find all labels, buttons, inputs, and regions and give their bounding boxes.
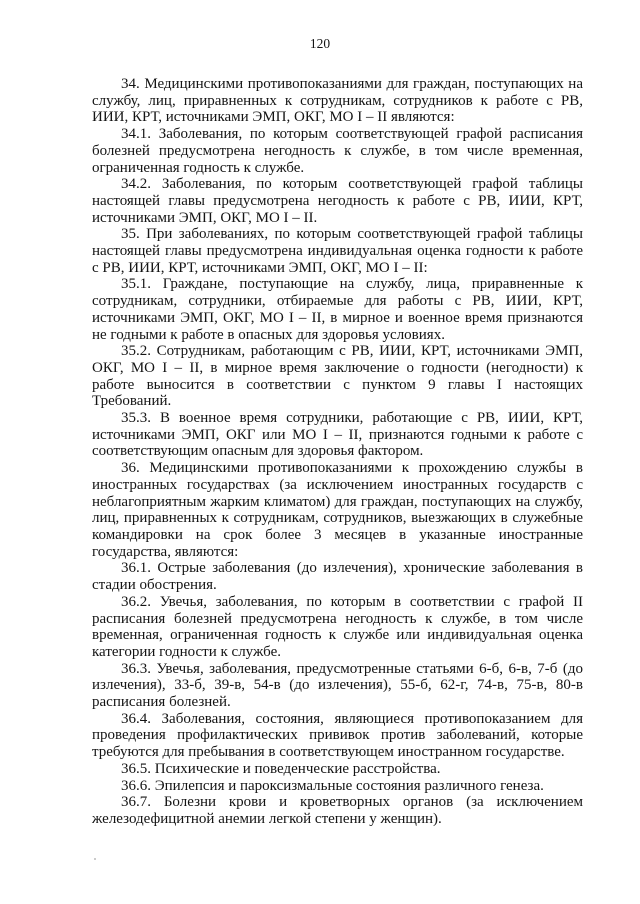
paragraph-36-5: 36.5. Психические и поведенческие расстройства.	[121, 760, 441, 777]
paragraph-36-7: 36.7. Болезни крови и кроветворных органов (за исключением железодефицитной анемии легкой степени у женщин).	[92, 794, 583, 827]
scan-artifact	[94, 858, 96, 860]
paragraph-34-1: 34.1. Заболевания, по которым соответствующей графой расписания болезней предусмотрена негодность к службе, в том числе временная, ограниченная годность к службе.	[92, 126, 583, 176]
paragraph-36: 36. Медицинскими противопоказаниями к прохождению службы в иностранных государствах (за исключением иностранных государств с неблагоприятным жарким климатом) для граждан, поступающих на службу, лиц, приравненных к сотрудникам, сотрудников, выезжающих в служебные командировки на срок более 3 месяцев в указанные иностранные государства, являются:	[92, 460, 583, 560]
paragraph-35-1: 35.1. Граждане, поступающие на службу, лица, приравненные к сотрудникам, сотрудники, отбираемые для работы с РВ, ИИИ, КРТ, источниками ЭМП, ОКГ, МО I – II, в мирное и военное время признаются не годными к работе в опасных для здоровья условиях.	[92, 276, 583, 343]
paragraph-35: 35. При заболеваниях, по которым соответствующей графой таблицы настоящей главы предусмотрена индивидуальная оценка годности к работе с РВ, ИИИ, КРТ, источниками ЭМП, ОКГ, МО I – II:	[92, 226, 583, 276]
paragraph-36-2: 36.2. Увечья, заболевания, по которым в соответствии с графой II расписания болезней предусмотрена негодность к службе, в том числе временная, ограниченная годность к службе или индивидуальная оценка категории годности к службе.	[92, 593, 583, 660]
paragraph-35-2: 35.2. Сотрудникам, работающим с РВ, ИИИ, КРТ, источниками ЭМП, ОКГ, МО I – II, в мирное время заключение о годности (негодности) к работе выносится в соответствии с пунктом 9 главы I настоящих Требований.	[92, 343, 583, 410]
paragraph-34: 34. Медицинскими противопоказаниями для граждан, поступающих на службу, лиц, приравненных к сотрудникам, сотрудников к работе с РВ, ИИИ, КРТ, источниками ЭМП, ОКГ, МО I – II являются:	[92, 76, 583, 126]
paragraph-35-3: 35.3. В военное время сотрудники, работающие с РВ, ИИИ, КРТ, источниками ЭМП, ОКГ или МО I – II, признаются годными к работе с соответствующим опасным для здоровья фактором.	[92, 410, 583, 460]
paragraph-36-4: 36.4. Заболевания, состояния, являющиеся противопоказанием для проведения профилактических прививок против заболеваний, которые требуются для пребывания в соответствующем иностранном государстве.	[92, 710, 583, 761]
paragraph-34-2: 34.2. Заболевания, по которым соответствующей графой таблицы настоящей главы предусмотрена негодность к работе с РВ, ИИИ, КРТ, источниками ЭМП, ОКГ, МО I – II.	[92, 176, 583, 226]
document-body	[92, 76, 583, 828]
page-number: 120	[309, 36, 331, 51]
paragraph-36-3: 36.3. Увечья, заболевания, предусмотренные статьями 6-б, 6-в, 7-б (до излечения), 33-б, 39-в, 54-в (до излечения), 55-б, 62-г, 74-в, 75-в, 80-в расписания болезней.	[92, 660, 583, 711]
paragraph-36-1: 36.1. Острые заболевания (до излечения), хронические заболевания в стадии обострения.	[92, 560, 583, 594]
paragraph-36-6: 36.6. Эпилепсия и пароксизмальные состояния различного генеза.	[121, 777, 544, 794]
